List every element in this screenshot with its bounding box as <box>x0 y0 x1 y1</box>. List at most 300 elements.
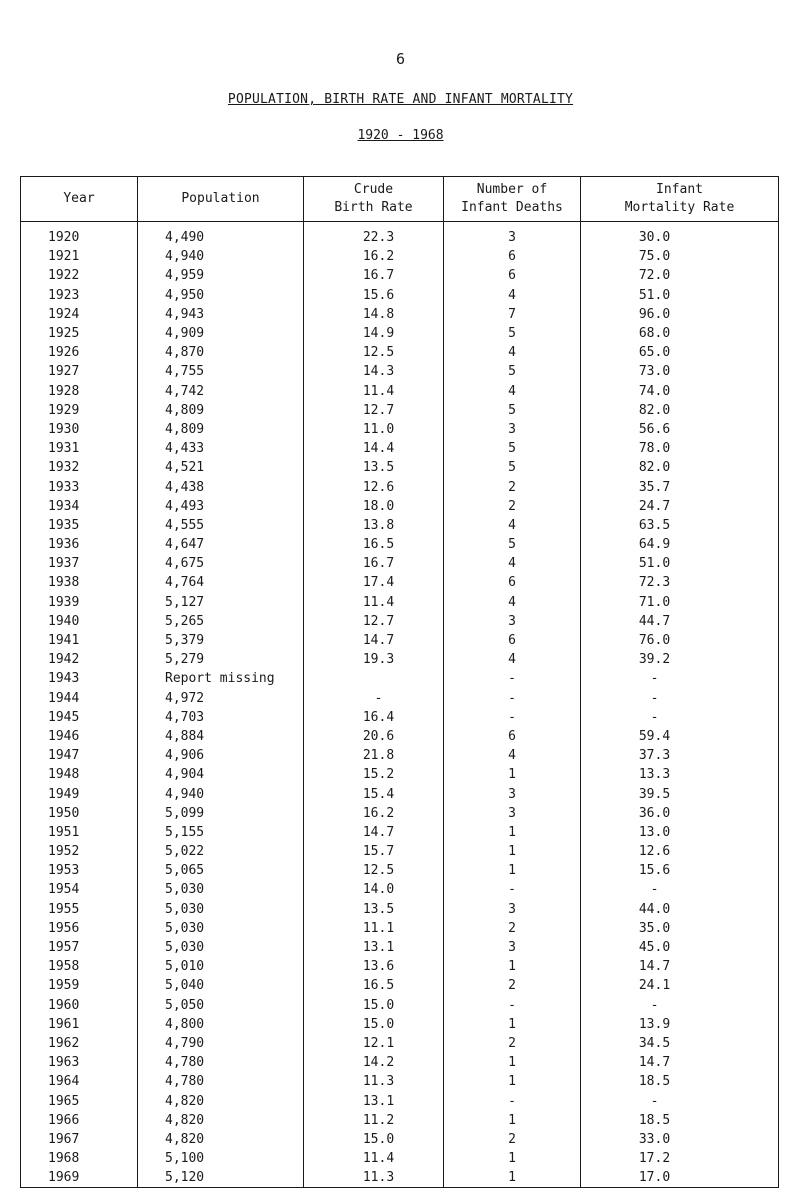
cell-year: 1960 <box>21 996 138 1015</box>
table-row <box>21 1091 779 1110</box>
cell-infant-mortality: 13.0 <box>581 823 779 842</box>
cell-crude-birth-rate: 13.5 <box>304 900 444 919</box>
table-row <box>21 1130 779 1149</box>
cell-infant-deaths: 4 <box>444 382 581 401</box>
cell-crude-birth-rate: 16.4 <box>304 708 444 727</box>
cell-infant-deaths: 1 <box>444 1149 581 1168</box>
table-row <box>21 727 779 746</box>
table-row <box>21 957 779 976</box>
cell-crude-birth-rate: 15.4 <box>304 784 444 803</box>
cell-crude-birth-rate: 12.5 <box>304 343 444 362</box>
cell-infant-deaths: 2 <box>444 919 581 938</box>
cell-infant-mortality: 30.0 <box>581 222 779 248</box>
cell-infant-mortality: 17.2 <box>581 1149 779 1168</box>
cell-population: 5,030 <box>138 880 304 899</box>
cell-infant-deaths: 4 <box>444 650 581 669</box>
cell-crude-birth-rate: 18.0 <box>304 497 444 516</box>
table-row <box>21 382 779 401</box>
cell-infant-mortality: 59.4 <box>581 727 779 746</box>
cell-crude-birth-rate: 13.1 <box>304 1091 444 1110</box>
cell-year: 1963 <box>21 1053 138 1072</box>
table-row <box>21 784 779 803</box>
cell-crude-birth-rate: 12.7 <box>304 612 444 631</box>
cell-infant-deaths: 4 <box>444 343 581 362</box>
cell-year: 1943 <box>21 669 138 688</box>
cell-crude-birth-rate: 12.6 <box>304 477 444 496</box>
cell-infant-deaths: 6 <box>444 631 581 650</box>
cell-crude-birth-rate: 14.7 <box>304 631 444 650</box>
cell-population: 5,127 <box>138 593 304 612</box>
cell-population: 5,030 <box>138 900 304 919</box>
cell-crude-birth-rate: - <box>304 689 444 708</box>
cell-crude-birth-rate: 16.7 <box>304 266 444 285</box>
table-row <box>21 650 779 669</box>
cell-year: 1939 <box>21 593 138 612</box>
header-year-label: Year <box>63 191 95 206</box>
cell-year: 1938 <box>21 573 138 592</box>
table-row <box>21 900 779 919</box>
cell-infant-deaths: 1 <box>444 842 581 861</box>
table-row <box>21 1111 779 1130</box>
cell-population: 5,099 <box>138 804 304 823</box>
cell-crude-birth-rate: 13.6 <box>304 957 444 976</box>
cell-infant-mortality: - <box>581 880 779 899</box>
cell-infant-mortality: 76.0 <box>581 631 779 650</box>
table-row <box>21 919 779 938</box>
table-row <box>21 1015 779 1034</box>
cell-infant-mortality: - <box>581 708 779 727</box>
cell-infant-mortality: 17.0 <box>581 1168 779 1188</box>
table-row <box>21 996 779 1015</box>
cell-year: 1966 <box>21 1111 138 1130</box>
cell-population: 4,972 <box>138 689 304 708</box>
table-row <box>21 286 779 305</box>
cell-infant-deaths: 6 <box>444 727 581 746</box>
cell-year: 1920 <box>21 222 138 248</box>
cell-population: 4,800 <box>138 1015 304 1034</box>
cell-infant-mortality: 24.7 <box>581 497 779 516</box>
header-crude-birth-rate <box>304 177 444 222</box>
table-row <box>21 1149 779 1168</box>
cell-population: 5,120 <box>138 1168 304 1188</box>
cell-year: 1942 <box>21 650 138 669</box>
cell-crude-birth-rate: 15.6 <box>304 286 444 305</box>
cell-crude-birth-rate: 15.0 <box>304 996 444 1015</box>
cell-infant-deaths: 5 <box>444 401 581 420</box>
cell-infant-deaths: 1 <box>444 1053 581 1072</box>
cell-infant-deaths: 1 <box>444 823 581 842</box>
cell-crude-birth-rate: 15.2 <box>304 765 444 784</box>
cell-population: 4,438 <box>138 477 304 496</box>
cell-crude-birth-rate: 13.5 <box>304 458 444 477</box>
cell-year: 1925 <box>21 324 138 343</box>
table-row <box>21 324 779 343</box>
cell-crude-birth-rate: 11.4 <box>304 382 444 401</box>
cell-population: 4,742 <box>138 382 304 401</box>
cell-crude-birth-rate: 13.8 <box>304 516 444 535</box>
cell-crude-birth-rate: 21.8 <box>304 746 444 765</box>
cell-population: Report missing <box>138 669 304 688</box>
cell-infant-mortality: 63.5 <box>581 516 779 535</box>
table-row <box>21 880 779 899</box>
table-row <box>21 938 779 957</box>
header-year <box>21 177 138 222</box>
cell-infant-deaths: 1 <box>444 861 581 880</box>
cell-year: 1934 <box>21 497 138 516</box>
cell-infant-mortality: 14.7 <box>581 1053 779 1072</box>
cell-population: 4,820 <box>138 1130 304 1149</box>
cell-year: 1959 <box>21 976 138 995</box>
cell-population: 4,790 <box>138 1034 304 1053</box>
cell-infant-mortality: 37.3 <box>581 746 779 765</box>
cell-population: 5,100 <box>138 1149 304 1168</box>
cell-crude-birth-rate: 12.5 <box>304 861 444 880</box>
table-row <box>21 1034 779 1053</box>
cell-year: 1929 <box>21 401 138 420</box>
table-row <box>21 708 779 727</box>
cell-year: 1937 <box>21 554 138 573</box>
cell-infant-mortality: 82.0 <box>581 401 779 420</box>
cell-crude-birth-rate: 13.1 <box>304 938 444 957</box>
cell-infant-mortality: 71.0 <box>581 593 779 612</box>
cell-crude-birth-rate: 12.7 <box>304 401 444 420</box>
cell-year: 1930 <box>21 420 138 439</box>
cell-infant-mortality: 73.0 <box>581 362 779 381</box>
cell-year: 1949 <box>21 784 138 803</box>
cell-infant-deaths: 5 <box>444 439 581 458</box>
cell-year: 1965 <box>21 1091 138 1110</box>
table-row <box>21 516 779 535</box>
cell-population: 5,379 <box>138 631 304 650</box>
cell-population: 4,959 <box>138 266 304 285</box>
cell-crude-birth-rate: 15.7 <box>304 842 444 861</box>
cell-infant-deaths: 3 <box>444 900 581 919</box>
cell-infant-deaths: 4 <box>444 593 581 612</box>
document-title: POPULATION, BIRTH RATE AND INFANT MORTALITY <box>227 92 574 107</box>
header-infant-deaths-label: Number of Infant Deaths <box>461 182 563 215</box>
table-row <box>21 477 779 496</box>
cell-infant-mortality: 45.0 <box>581 938 779 957</box>
cell-infant-deaths: 5 <box>444 324 581 343</box>
cell-infant-mortality: 15.6 <box>581 861 779 880</box>
cell-year: 1922 <box>21 266 138 285</box>
cell-population: 4,943 <box>138 305 304 324</box>
cell-year: 1932 <box>21 458 138 477</box>
cell-infant-deaths: 2 <box>444 497 581 516</box>
cell-year: 1947 <box>21 746 138 765</box>
cell-population: 4,820 <box>138 1091 304 1110</box>
cell-infant-deaths: 1 <box>444 1168 581 1188</box>
cell-year: 1924 <box>21 305 138 324</box>
cell-population: 5,010 <box>138 957 304 976</box>
cell-year: 1951 <box>21 823 138 842</box>
cell-year: 1962 <box>21 1034 138 1053</box>
table-row <box>21 247 779 266</box>
cell-year: 1969 <box>21 1168 138 1188</box>
cell-population: 4,755 <box>138 362 304 381</box>
table-row <box>21 1053 779 1072</box>
table-row <box>21 823 779 842</box>
cell-population: 4,555 <box>138 516 304 535</box>
cell-crude-birth-rate: 17.4 <box>304 573 444 592</box>
cell-infant-deaths: 1 <box>444 957 581 976</box>
cell-infant-mortality: - <box>581 669 779 688</box>
cell-population: 5,265 <box>138 612 304 631</box>
cell-crude-birth-rate: 16.7 <box>304 554 444 573</box>
cell-infant-mortality: 44.7 <box>581 612 779 631</box>
cell-infant-deaths: 5 <box>444 535 581 554</box>
cell-infant-mortality: 56.6 <box>581 420 779 439</box>
cell-population: 5,030 <box>138 919 304 938</box>
cell-infant-mortality: 78.0 <box>581 439 779 458</box>
cell-infant-mortality: 72.3 <box>581 573 779 592</box>
cell-population: 4,940 <box>138 247 304 266</box>
table-row <box>21 861 779 880</box>
cell-crude-birth-rate: 14.3 <box>304 362 444 381</box>
population-table <box>20 176 779 1188</box>
header-population-label: Population <box>181 191 260 206</box>
cell-year: 1935 <box>21 516 138 535</box>
cell-year: 1957 <box>21 938 138 957</box>
cell-crude-birth-rate: 11.4 <box>304 593 444 612</box>
cell-infant-mortality: 13.9 <box>581 1015 779 1034</box>
cell-population: 4,884 <box>138 727 304 746</box>
cell-crude-birth-rate: 12.1 <box>304 1034 444 1053</box>
cell-infant-mortality: 39.2 <box>581 650 779 669</box>
cell-infant-mortality: 72.0 <box>581 266 779 285</box>
table-row <box>21 573 779 592</box>
cell-population: 5,040 <box>138 976 304 995</box>
cell-infant-deaths: 2 <box>444 477 581 496</box>
header-infant-mortality-label: Infant Mortality Rate <box>624 182 735 215</box>
cell-infant-mortality: 68.0 <box>581 324 779 343</box>
cell-population: 4,906 <box>138 746 304 765</box>
table-row <box>21 631 779 650</box>
cell-year: 1923 <box>21 286 138 305</box>
cell-population: 4,870 <box>138 343 304 362</box>
cell-infant-deaths: 2 <box>444 1034 581 1053</box>
cell-year: 1936 <box>21 535 138 554</box>
table-row <box>21 804 779 823</box>
cell-population: 4,820 <box>138 1111 304 1130</box>
cell-infant-deaths: 6 <box>444 247 581 266</box>
cell-year: 1948 <box>21 765 138 784</box>
cell-infant-deaths: - <box>444 708 581 727</box>
cell-crude-birth-rate: 14.8 <box>304 305 444 324</box>
table-row <box>21 535 779 554</box>
table-header-row <box>21 177 779 222</box>
cell-year: 1933 <box>21 477 138 496</box>
document-subtitle: 1920 - 1968 <box>357 128 444 143</box>
cell-population: 5,065 <box>138 861 304 880</box>
cell-population: 5,050 <box>138 996 304 1015</box>
cell-infant-deaths: 5 <box>444 362 581 381</box>
cell-infant-mortality: 18.5 <box>581 1111 779 1130</box>
table-row <box>21 497 779 516</box>
cell-population: 4,904 <box>138 765 304 784</box>
cell-infant-mortality: 14.7 <box>581 957 779 976</box>
cell-infant-deaths: 3 <box>444 420 581 439</box>
cell-infant-mortality: 74.0 <box>581 382 779 401</box>
header-crude-birth-rate-label: Crude Birth Rate <box>334 182 413 215</box>
cell-infant-mortality: - <box>581 996 779 1015</box>
cell-crude-birth-rate: 22.3 <box>304 222 444 248</box>
cell-infant-deaths: 4 <box>444 746 581 765</box>
cell-population: 4,950 <box>138 286 304 305</box>
cell-infant-deaths: 1 <box>444 1111 581 1130</box>
cell-year: 1967 <box>21 1130 138 1149</box>
cell-crude-birth-rate: 11.3 <box>304 1072 444 1091</box>
cell-infant-deaths: 4 <box>444 516 581 535</box>
cell-infant-mortality: 34.5 <box>581 1034 779 1053</box>
cell-crude-birth-rate: 14.4 <box>304 439 444 458</box>
table-row <box>21 439 779 458</box>
cell-infant-mortality: 65.0 <box>581 343 779 362</box>
cell-population: 4,940 <box>138 784 304 803</box>
cell-population: 4,675 <box>138 554 304 573</box>
cell-infant-mortality: 82.0 <box>581 458 779 477</box>
cell-year: 1944 <box>21 689 138 708</box>
table-row <box>21 458 779 477</box>
cell-population: 4,647 <box>138 535 304 554</box>
cell-population: 4,909 <box>138 324 304 343</box>
table-row <box>21 689 779 708</box>
cell-infant-deaths: 4 <box>444 286 581 305</box>
cell-infant-mortality: - <box>581 689 779 708</box>
table-row <box>21 554 779 573</box>
cell-year: 1955 <box>21 900 138 919</box>
cell-population: 5,155 <box>138 823 304 842</box>
cell-infant-deaths: 2 <box>444 976 581 995</box>
table-row <box>21 343 779 362</box>
table-body <box>21 222 779 1188</box>
cell-infant-deaths: 3 <box>444 784 581 803</box>
cell-population: 5,279 <box>138 650 304 669</box>
table-row <box>21 401 779 420</box>
table-row <box>21 842 779 861</box>
table-row <box>21 593 779 612</box>
cell-infant-mortality: - <box>581 1091 779 1110</box>
cell-year: 1950 <box>21 804 138 823</box>
cell-infant-mortality: 12.6 <box>581 842 779 861</box>
cell-infant-mortality: 75.0 <box>581 247 779 266</box>
cell-year: 1926 <box>21 343 138 362</box>
cell-infant-mortality: 36.0 <box>581 804 779 823</box>
cell-population: 4,433 <box>138 439 304 458</box>
cell-infant-deaths: 3 <box>444 612 581 631</box>
cell-infant-deaths: 3 <box>444 804 581 823</box>
cell-crude-birth-rate: 11.3 <box>304 1168 444 1188</box>
cell-population: 4,809 <box>138 420 304 439</box>
cell-year: 1958 <box>21 957 138 976</box>
cell-infant-mortality: 24.1 <box>581 976 779 995</box>
cell-infant-deaths: 6 <box>444 573 581 592</box>
cell-infant-mortality: 13.3 <box>581 765 779 784</box>
cell-population: 4,490 <box>138 222 304 248</box>
cell-population: 4,493 <box>138 497 304 516</box>
cell-population: 4,780 <box>138 1053 304 1072</box>
cell-infant-mortality: 35.0 <box>581 919 779 938</box>
cell-year: 1927 <box>21 362 138 381</box>
cell-population: 5,022 <box>138 842 304 861</box>
cell-infant-deaths: - <box>444 996 581 1015</box>
cell-crude-birth-rate: 14.2 <box>304 1053 444 1072</box>
cell-infant-deaths: 1 <box>444 765 581 784</box>
cell-crude-birth-rate: 16.2 <box>304 247 444 266</box>
cell-infant-deaths: - <box>444 880 581 899</box>
cell-population: 5,030 <box>138 938 304 957</box>
cell-infant-mortality: 18.5 <box>581 1072 779 1091</box>
table-row <box>21 612 779 631</box>
cell-crude-birth-rate: 16.5 <box>304 976 444 995</box>
table-row <box>21 266 779 285</box>
cell-infant-deaths: 1 <box>444 1072 581 1091</box>
cell-year: 1941 <box>21 631 138 650</box>
cell-infant-deaths: 1 <box>444 1015 581 1034</box>
cell-year: 1952 <box>21 842 138 861</box>
cell-year: 1954 <box>21 880 138 899</box>
cell-population: 4,809 <box>138 401 304 420</box>
page-number: 6 <box>395 50 406 68</box>
cell-infant-mortality: 64.9 <box>581 535 779 554</box>
table-row <box>21 746 779 765</box>
cell-crude-birth-rate: 14.9 <box>304 324 444 343</box>
cell-infant-deaths: 7 <box>444 305 581 324</box>
cell-crude-birth-rate: 14.7 <box>304 823 444 842</box>
cell-crude-birth-rate: 20.6 <box>304 727 444 746</box>
cell-population: 4,521 <box>138 458 304 477</box>
cell-year: 1940 <box>21 612 138 631</box>
header-infant-deaths <box>444 177 581 222</box>
cell-infant-mortality: 39.5 <box>581 784 779 803</box>
cell-crude-birth-rate: 19.3 <box>304 650 444 669</box>
cell-year: 1968 <box>21 1149 138 1168</box>
cell-infant-mortality: 35.7 <box>581 477 779 496</box>
header-population <box>138 177 304 222</box>
cell-infant-deaths: 4 <box>444 554 581 573</box>
cell-infant-deaths: - <box>444 689 581 708</box>
cell-infant-deaths: - <box>444 1091 581 1110</box>
table-row <box>21 362 779 381</box>
cell-infant-deaths: 6 <box>444 266 581 285</box>
cell-crude-birth-rate: 14.0 <box>304 880 444 899</box>
table-row <box>21 1072 779 1091</box>
cell-crude-birth-rate: 11.4 <box>304 1149 444 1168</box>
cell-year: 1928 <box>21 382 138 401</box>
cell-year: 1945 <box>21 708 138 727</box>
header-infant-mortality <box>581 177 779 222</box>
cell-infant-deaths: 5 <box>444 458 581 477</box>
cell-year: 1956 <box>21 919 138 938</box>
cell-infant-mortality: 51.0 <box>581 286 779 305</box>
cell-infant-deaths: 3 <box>444 938 581 957</box>
cell-infant-mortality: 96.0 <box>581 305 779 324</box>
cell-infant-deaths: 3 <box>444 222 581 248</box>
cell-population: 4,764 <box>138 573 304 592</box>
cell-population: 4,703 <box>138 708 304 727</box>
cell-year: 1946 <box>21 727 138 746</box>
table-row <box>21 1168 779 1188</box>
cell-year: 1961 <box>21 1015 138 1034</box>
cell-crude-birth-rate: 16.2 <box>304 804 444 823</box>
cell-year: 1921 <box>21 247 138 266</box>
cell-year: 1953 <box>21 861 138 880</box>
cell-crude-birth-rate: 11.2 <box>304 1111 444 1130</box>
cell-infant-deaths: - <box>444 669 581 688</box>
table-row <box>21 305 779 324</box>
cell-year: 1931 <box>21 439 138 458</box>
cell-infant-mortality: 44.0 <box>581 900 779 919</box>
